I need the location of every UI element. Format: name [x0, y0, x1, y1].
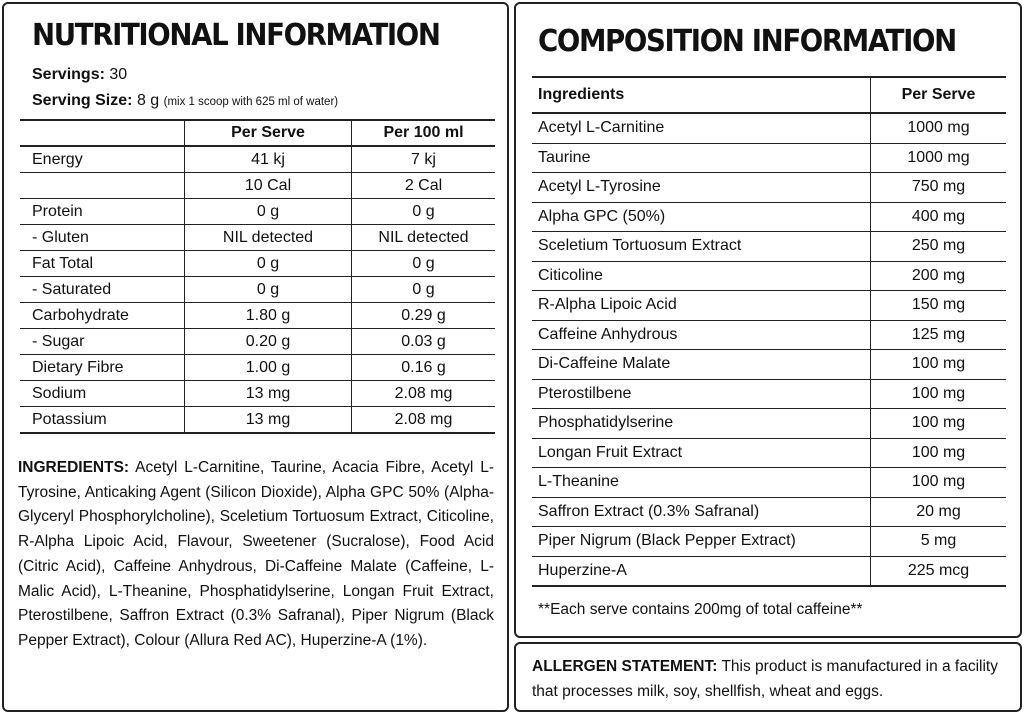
ingredient-amount: 5 mg	[871, 527, 1007, 557]
ingredient-amount: 100 mg	[871, 468, 1007, 498]
per-100ml-value: 2 Cal	[352, 173, 496, 199]
ingredient-amount: 20 mg	[871, 497, 1007, 527]
ingredient-amount: 200 mg	[871, 261, 1007, 291]
allergen-text: This product is manufactured in a facility that processes milk, soy, shellfish, wheat and eggs.	[532, 658, 998, 700]
ingredient-name: Citicoline	[532, 261, 871, 291]
ingredient-name: Longan Fruit Extract	[532, 438, 871, 468]
nutrient-name: Fat Total	[20, 251, 185, 277]
ingredient-amount: 400 mg	[871, 202, 1007, 232]
nutrition-row	[20, 277, 495, 303]
composition-header-row	[532, 77, 1006, 113]
per-serve-value: 1.80 g	[185, 303, 352, 329]
allergen-statement-panel	[514, 642, 1022, 712]
per-100ml-value: 2.08 mg	[352, 381, 496, 407]
per-100ml-value: 0 g	[352, 199, 496, 225]
ingredient-name: Di-Caffeine Malate	[532, 350, 871, 380]
ingredient-amount: 150 mg	[871, 291, 1007, 321]
nutrition-table	[20, 119, 495, 434]
ingredient-name: Acetyl L-Carnitine	[532, 113, 871, 143]
ingredient-amount: 225 mcg	[871, 556, 1007, 586]
ingredient-amount: 100 mg	[871, 350, 1007, 380]
composition-row	[532, 527, 1006, 557]
per-100ml-value: 0.16 g	[352, 355, 496, 381]
nutrient-name: - Sugar	[20, 329, 185, 355]
nutrition-row	[20, 199, 495, 225]
serving-size-line	[32, 92, 338, 110]
nutrition-row	[20, 355, 495, 381]
ingredient-amount: 1000 mg	[871, 113, 1007, 143]
composition-row	[532, 468, 1006, 498]
ingredient-amount: 125 mg	[871, 320, 1007, 350]
composition-row	[532, 291, 1006, 321]
ingredient-name: Pterostilbene	[532, 379, 871, 409]
per-serve-value: 0 g	[185, 199, 352, 225]
per-100ml-value: 0.29 g	[352, 303, 496, 329]
per-100ml-value: NIL detected	[352, 225, 496, 251]
nutrition-title: NUTRITIONAL INFORMATION	[32, 18, 440, 53]
ingredient-name: Huperzine-A	[532, 556, 871, 586]
composition-row	[532, 320, 1006, 350]
serving-size-note: (mix 1 scoop with 625 ml of water)	[163, 96, 339, 108]
nutrition-header-nutrient	[20, 120, 185, 146]
ingredients-label: INGREDIENTS:	[18, 459, 130, 476]
ingredient-name: Phosphatidylserine	[532, 409, 871, 439]
composition-row	[532, 232, 1006, 262]
ingredient-name: Alpha GPC (50%)	[532, 202, 871, 232]
nutrient-name: Protein	[20, 199, 185, 225]
allergen-paragraph	[532, 654, 1004, 704]
composition-table	[532, 76, 1006, 587]
per-100ml-value: 0 g	[352, 251, 496, 277]
ingredient-amount: 250 mg	[871, 232, 1007, 262]
composition-row	[532, 497, 1006, 527]
nutrient-name	[20, 173, 185, 199]
nutrition-row	[20, 407, 495, 434]
per-100ml-value: 0 g	[352, 277, 496, 303]
ingredient-amount: 100 mg	[871, 379, 1007, 409]
per-serve-value: 41 kj	[185, 146, 352, 173]
composition-header-ingredient: Ingredients	[532, 77, 871, 113]
servings-value: 30	[109, 66, 128, 83]
nutrition-row	[20, 329, 495, 355]
per-serve-value: NIL detected	[185, 225, 352, 251]
composition-header-per-serve: Per Serve	[871, 77, 1007, 113]
nutrition-header-per-100ml: Per 100 ml	[352, 120, 496, 146]
servings-line	[32, 66, 127, 84]
ingredients-paragraph	[18, 456, 494, 654]
ingredient-amount: 100 mg	[871, 409, 1007, 439]
ingredient-name: Acetyl L-Tyrosine	[532, 173, 871, 203]
composition-row	[532, 173, 1006, 203]
ingredient-name: L-Theanine	[532, 468, 871, 498]
per-100ml-value: 7 kj	[352, 146, 496, 173]
nutrient-name: Carbohydrate	[20, 303, 185, 329]
nutrient-name: - Saturated	[20, 277, 185, 303]
nutrition-row	[20, 251, 495, 277]
ingredient-name: R-Alpha Lipoic Acid	[532, 291, 871, 321]
per-100ml-value: 2.08 mg	[352, 407, 496, 434]
composition-row	[532, 261, 1006, 291]
per-serve-value: 0.20 g	[185, 329, 352, 355]
composition-row	[532, 409, 1006, 439]
composition-row	[532, 438, 1006, 468]
servings-label: Servings:	[32, 66, 105, 83]
nutrition-header-row	[20, 120, 495, 146]
composition-row	[532, 143, 1006, 173]
ingredient-amount: 750 mg	[871, 173, 1007, 203]
composition-row	[532, 350, 1006, 380]
ingredients-text: Acetyl L-Carnitine, Taurine, Acacia Fibre, Acetyl L-Tyrosine, Anticaking Agent (Silicon Dioxide), Alpha GPC 50% (Alpha-Glyceryl Phosphorylcholine), Sceletium Tortuosum Extract, Citicoline, R-Alpha Lipoic Acid, Flavour, Sweetener (Sucralose), Food Acid (Citric Acid), Caffeine Anhydrous, Di-Caffeine Malate (Caffeine, L-Malic Acid), L-Theanine, Phosphatidylserine, Longan Fruit Extract, Pterostilbene, Saffron Extract (0.3% Safranal), Piper Nigrum (Black Pepper Extract), Colour (Allura Red AC), Huperzine-A (1%).	[18, 459, 495, 649]
composition-row	[532, 379, 1006, 409]
nutrition-row	[20, 146, 495, 173]
per-serve-value: 10 Cal	[185, 173, 352, 199]
nutritional-information-panel	[2, 2, 509, 712]
allergen-label: ALLERGEN STATEMENT:	[532, 658, 718, 675]
composition-title: COMPOSITION INFORMATION	[538, 24, 956, 59]
per-serve-value: 13 mg	[185, 407, 352, 434]
ingredient-name: Piper Nigrum (Black Pepper Extract)	[532, 527, 871, 557]
per-100ml-value: 0.03 g	[352, 329, 496, 355]
nutrition-row	[20, 225, 495, 251]
nutrient-name: Sodium	[20, 381, 185, 407]
nutrient-name: Potassium	[20, 407, 185, 434]
ingredient-amount: 1000 mg	[871, 143, 1007, 173]
nutrient-name: - Gluten	[20, 225, 185, 251]
composition-row	[532, 556, 1006, 586]
nutrient-name: Energy	[20, 146, 185, 173]
nutrition-row	[20, 173, 495, 199]
ingredient-name: Taurine	[532, 143, 871, 173]
per-serve-value: 0 g	[185, 277, 352, 303]
serving-size-label: Serving Size:	[32, 92, 133, 109]
nutrient-name: Dietary Fibre	[20, 355, 185, 381]
composition-row	[532, 202, 1006, 232]
serving-size-value: 8 g	[136, 92, 160, 109]
composition-row	[532, 113, 1006, 143]
ingredient-name: Saffron Extract (0.3% Safranal)	[532, 497, 871, 527]
ingredient-amount: 100 mg	[871, 438, 1007, 468]
nutrition-header-per-serve: Per Serve	[185, 120, 352, 146]
composition-information-panel	[514, 2, 1022, 638]
nutrition-row	[20, 303, 495, 329]
ingredient-name: Caffeine Anhydrous	[532, 320, 871, 350]
caffeine-note: **Each serve contains 200mg of total caffeine**	[538, 601, 863, 618]
per-serve-value: 13 mg	[185, 381, 352, 407]
per-serve-value: 0 g	[185, 251, 352, 277]
nutrition-row	[20, 381, 495, 407]
per-serve-value: 1.00 g	[185, 355, 352, 381]
ingredient-name: Sceletium Tortuosum Extract	[532, 232, 871, 262]
